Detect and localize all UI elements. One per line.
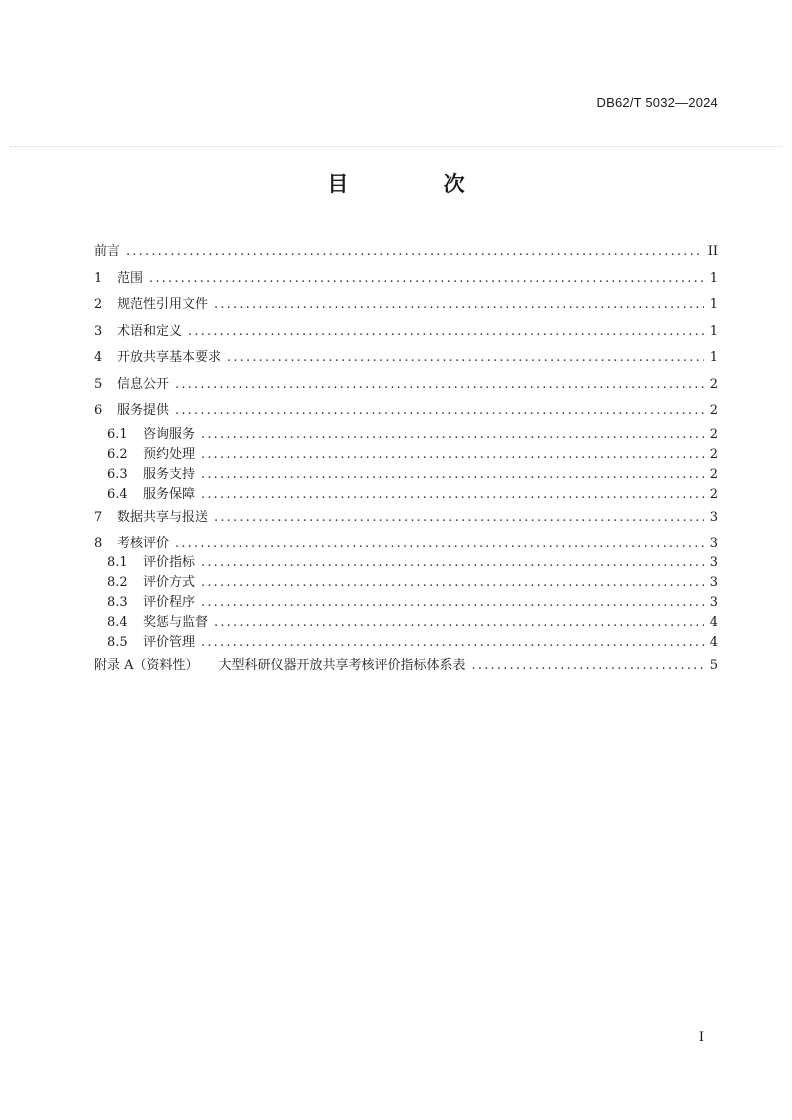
toc-entry-8-1[interactable] bbox=[94, 553, 718, 573]
toc-entry-label: 咨询服务 bbox=[143, 426, 196, 442]
leader-dots bbox=[201, 485, 704, 505]
appendix-title: 大型科研仪器开放共享考核评价指标体系表 bbox=[218, 658, 466, 673]
toc-entry-label: 规范性引用文件 bbox=[117, 297, 209, 312]
page-number: I bbox=[698, 1030, 704, 1045]
toc-entry-label: 术语和定义 bbox=[117, 323, 183, 339]
toc-entry-label: 信息公开 bbox=[117, 376, 170, 392]
toc-entry-8-2[interactable] bbox=[94, 573, 718, 593]
toc-entry-number: 6.2 bbox=[107, 446, 128, 462]
toc-entry-number: 5 bbox=[94, 376, 103, 392]
leader-dots bbox=[149, 266, 704, 293]
leader-dots bbox=[201, 425, 704, 445]
leader-dots bbox=[214, 292, 704, 319]
page-title: 目 次 bbox=[327, 171, 509, 196]
toc-entry-label bbox=[94, 653, 466, 680]
toc-entry-label: 数据共享与报送 bbox=[117, 509, 209, 525]
toc-entry-label: 服务提供 bbox=[117, 403, 170, 418]
standard-code: DB62/T 5032—2024 bbox=[596, 95, 718, 110]
toc-entry-label: 开放共享基本要求 bbox=[117, 350, 222, 365]
toc-entry-label: 评价指标 bbox=[143, 555, 196, 570]
leader-dots bbox=[201, 465, 704, 485]
toc-entry-number: 8.5 bbox=[107, 635, 128, 650]
toc-entry-label: 评价方式 bbox=[143, 575, 196, 590]
toc-entry-4[interactable] bbox=[94, 345, 718, 372]
toc-entry-number: 8.1 bbox=[107, 555, 128, 570]
toc-entry-number: 8.2 bbox=[107, 575, 128, 590]
toc-entry-number: 7 bbox=[94, 509, 103, 525]
toc-entry-number: 6 bbox=[94, 403, 103, 418]
toc-entry-label: 奖惩与监督 bbox=[143, 615, 209, 630]
appendix-prefix: 附录 A（资料性） bbox=[94, 658, 199, 673]
toc-entry-page: 2 bbox=[709, 466, 718, 482]
toc-entry-page: 1 bbox=[709, 270, 718, 286]
toc-entry-number: 4 bbox=[94, 350, 103, 365]
toc-entry-6-3[interactable] bbox=[94, 465, 718, 485]
toc-entry-page: 1 bbox=[709, 323, 718, 339]
leader-dots bbox=[201, 573, 704, 593]
toc-entry-label: 评价程序 bbox=[143, 595, 196, 610]
toc-entry-number: 8.4 bbox=[107, 615, 128, 630]
leader-dots bbox=[201, 445, 704, 465]
toc-entry-page: 4 bbox=[709, 635, 718, 650]
toc-entry-label: 服务支持 bbox=[143, 466, 196, 482]
toc-entry-6-2[interactable] bbox=[94, 445, 718, 465]
toc-entry-page: II bbox=[707, 244, 718, 259]
toc-entry-page: 3 bbox=[709, 509, 718, 525]
leader-dots bbox=[472, 653, 704, 680]
toc-entry-label: 评价管理 bbox=[143, 635, 196, 650]
leader-dots bbox=[175, 398, 704, 425]
toc-entry-page: 2 bbox=[709, 446, 718, 462]
leader-dots bbox=[201, 553, 704, 573]
toc-entry-6-1[interactable] bbox=[94, 425, 718, 445]
toc-entry-1[interactable] bbox=[94, 266, 718, 293]
toc-entry-3[interactable] bbox=[94, 319, 718, 346]
toc-entry-page: 2 bbox=[709, 403, 718, 418]
toc-entry-6-4[interactable] bbox=[94, 485, 718, 505]
toc-entry-page: 3 bbox=[709, 536, 718, 551]
toc-entry-number: 6.3 bbox=[107, 466, 128, 482]
leader-dots bbox=[175, 372, 704, 399]
leader-dots bbox=[201, 633, 704, 653]
toc-entry-page: 3 bbox=[709, 555, 718, 570]
toc-entry-number: 3 bbox=[94, 323, 103, 339]
toc-entry-page: 2 bbox=[709, 426, 718, 442]
leader-dots bbox=[227, 345, 704, 372]
toc-entry-number: 6.1 bbox=[107, 426, 128, 442]
toc-entry-page: 3 bbox=[709, 575, 718, 590]
toc-entry-page: 4 bbox=[709, 615, 718, 630]
toc-entry-label: 服务保障 bbox=[143, 486, 196, 502]
toc-entry-8-5[interactable] bbox=[94, 633, 718, 653]
toc-entry-5[interactable] bbox=[94, 372, 718, 399]
toc-entry-number: 1 bbox=[94, 270, 103, 286]
toc-entry-8[interactable] bbox=[94, 531, 718, 553]
leader-dots bbox=[201, 593, 704, 613]
table-of-contents bbox=[94, 239, 718, 680]
toc-entry-label: 前言 bbox=[94, 244, 121, 259]
toc-entry-8-4[interactable] bbox=[94, 613, 718, 633]
toc-entry-number: 2 bbox=[94, 297, 103, 312]
leader-dots bbox=[188, 319, 704, 346]
toc-entry-page: 2 bbox=[709, 486, 718, 502]
toc-entry-7[interactable] bbox=[94, 505, 718, 532]
toc-entry-page: 2 bbox=[709, 376, 718, 392]
toc-entry-label: 考核评价 bbox=[117, 536, 170, 551]
toc-entry-2[interactable] bbox=[94, 292, 718, 319]
toc-entry-page: 1 bbox=[709, 350, 718, 365]
toc-entry-label: 范围 bbox=[117, 270, 144, 286]
toc-entry-number: 6.4 bbox=[107, 486, 128, 502]
header-divider bbox=[10, 146, 782, 147]
toc-entry-page: 1 bbox=[709, 297, 718, 312]
toc-entry-number: 8 bbox=[94, 536, 103, 551]
toc-entry-label: 预约处理 bbox=[143, 446, 196, 462]
toc-entry-page: 5 bbox=[709, 658, 718, 673]
leader-dots bbox=[214, 613, 704, 633]
toc-entry-page: 3 bbox=[709, 595, 718, 610]
leader-dots bbox=[214, 505, 704, 532]
toc-entry-preface[interactable] bbox=[94, 239, 718, 266]
toc-entry-number: 8.3 bbox=[107, 595, 128, 610]
toc-entry-appendix-a[interactable] bbox=[94, 653, 718, 680]
toc-entry-6[interactable] bbox=[94, 398, 718, 425]
leader-dots bbox=[126, 239, 702, 266]
toc-entry-8-3[interactable] bbox=[94, 593, 718, 613]
